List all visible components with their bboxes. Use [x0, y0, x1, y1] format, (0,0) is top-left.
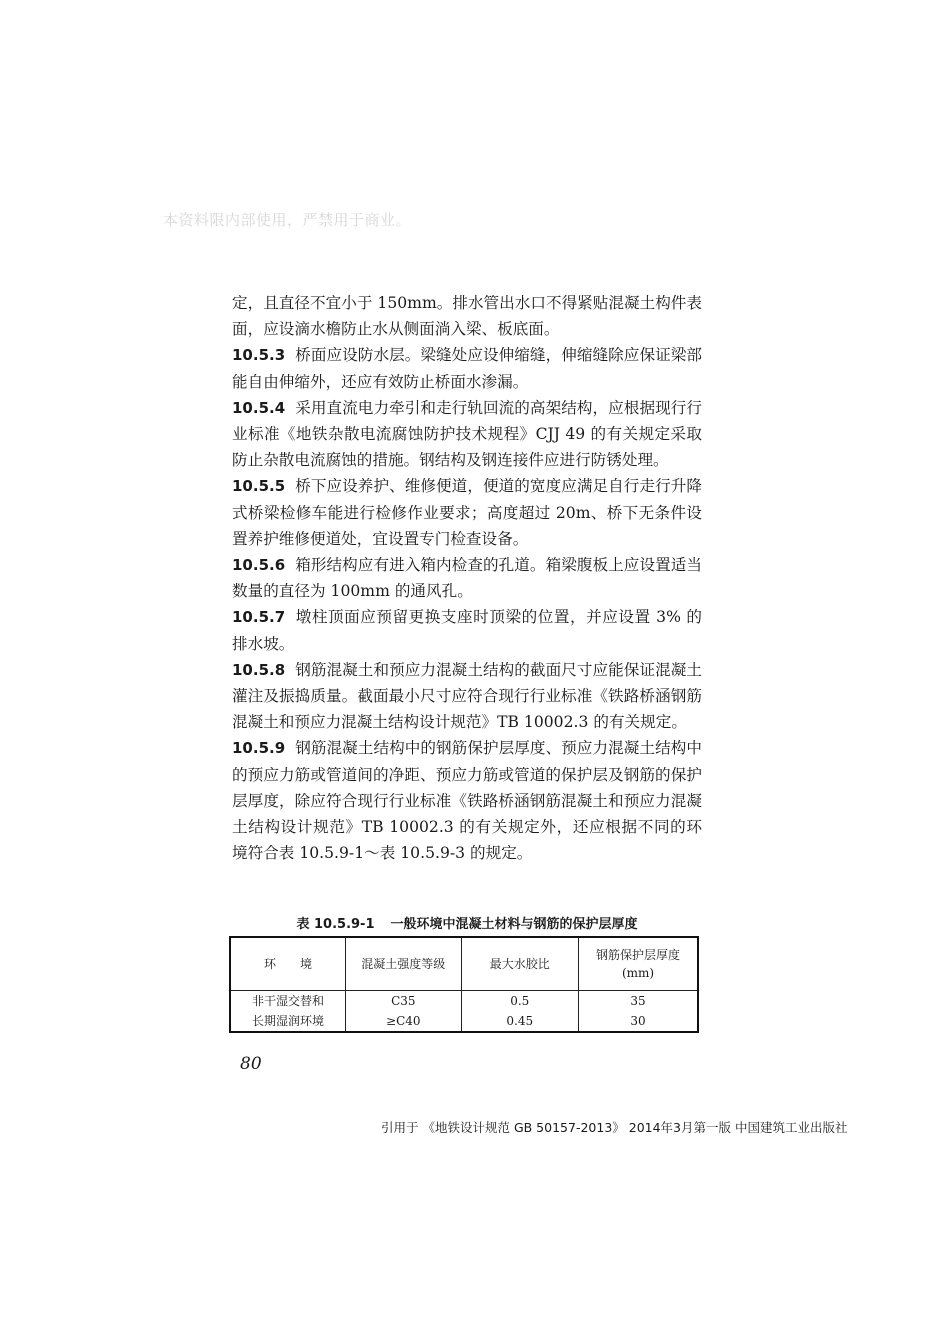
clause-number: 10.5.4	[232, 398, 286, 417]
header-environment: 环 境	[230, 937, 346, 991]
page-number: 80	[240, 1054, 262, 1074]
paragraph-text: 定，且直径不宜小于 150mm。排水管出水口不得紧贴混凝土构件表面，应设滴水檐防止水从侧面淌入梁、板底面。	[232, 294, 702, 339]
table-row	[230, 1011, 698, 1032]
table-caption	[232, 913, 702, 932]
paragraph-continued	[232, 290, 702, 342]
cell-cover: 35	[579, 991, 699, 1012]
clause-number: 10.5.6	[232, 556, 286, 575]
clause-number: 10.5.5	[232, 477, 286, 496]
watermark: 本资料限内部使用，严禁用于商业。	[163, 211, 412, 229]
clause-10-5-3	[232, 342, 702, 394]
clause-number: 10.5.3	[232, 346, 286, 365]
clause-10-5-7	[232, 604, 702, 656]
table-number: 表 10.5.9-1	[296, 917, 375, 932]
cell-environment: 长期湿润环境	[230, 1011, 346, 1032]
citation-footer: 引用于 《地铁设计规范 GB 50157-2013》 2014年3月第一版 中国建筑工业出版社	[381, 1120, 848, 1135]
paragraph-text: 采用直流电力牵引和走行轨回流的高架结构，应根据现行行业标准《地铁杂散电流腐蚀防护技术规程》CJJ 49 的有关规定采取防止杂散电流腐蚀的措施。钢结构及钢连接件应进行防锈处理。	[232, 398, 702, 470]
cell-environment: 非干湿交替和	[230, 991, 346, 1012]
clause-10-5-4	[232, 395, 702, 474]
cell-ratio: 0.5	[461, 991, 578, 1012]
clause-number: 10.5.9	[232, 739, 286, 758]
clause-10-5-5	[232, 473, 702, 552]
cover-thickness-table	[229, 936, 699, 1033]
table-title: 一般环境中混凝土材料与钢筋的保护层厚度	[390, 917, 638, 932]
paragraph-text: 桥下应设养护、维修便道，便道的宽度应满足自行走行升降式桥梁检修车能进行检修作业要求；高度超过 20m、桥下无条件设置养护维修便道处，宜设置专门检查设备。	[232, 477, 702, 548]
paragraph-text: 钢筋混凝土结构中的钢筋保护层厚度、预应力混凝土结构中的预应力筋或管道间的净距、预应力筋或管道的保护层及钢筋的保护层厚度，除应符合现行行业标准《铁路桥涵钢筋混凝土和预应力混凝土结构设计规范》TB 10002.3 的有关规定外，还应根据不同的环境符合表 10.5.9-1～表 10.5.9-3 的规定。	[232, 739, 702, 863]
clause-10-5-8	[232, 657, 702, 736]
paragraph-text: 墩柱顶面应预留更换支座时顶梁的位置，并应设置 3% 的排水坡。	[232, 608, 702, 653]
cell-grade: ≥C40	[346, 1011, 462, 1032]
header-cover-unit: (mm)	[621, 966, 655, 980]
body-text	[232, 290, 702, 866]
table-header-row	[230, 937, 698, 991]
cell-grade: C35	[346, 991, 462, 1012]
cell-cover: 30	[579, 1011, 699, 1032]
header-concrete-grade: 混凝土强度等级	[346, 937, 462, 991]
clause-number: 10.5.7	[232, 608, 286, 627]
table-row	[230, 991, 698, 1012]
paragraph-text: 钢筋混凝土和预应力混凝土结构的截面尺寸应能保证混凝土灌注及振捣质量。截面最小尺寸应符合现行行业标准《铁路桥涵钢筋混凝土和预应力混凝土结构设计规范》TB 10002.3 的有关规定。	[232, 660, 702, 732]
header-cover-line1: 钢筋保护层厚度	[595, 948, 680, 962]
clause-number: 10.5.8	[232, 660, 286, 679]
header-max-water-binder-ratio: 最大水胶比	[461, 937, 578, 991]
paragraph-text: 箱形结构应有进入箱内检查的孔道。箱梁腹板上应设置适当数量的直径为 100mm 的通风孔。	[232, 556, 702, 601]
clause-10-5-9	[232, 735, 702, 866]
clause-10-5-6	[232, 552, 702, 604]
cell-ratio: 0.45	[461, 1011, 578, 1032]
paragraph-text: 桥面应设防水层。梁缝处应设伸缩缝，伸缩缝除应保证梁部能自由伸缩外，还应有效防止桥面水渗漏。	[232, 346, 702, 391]
header-cover-thickness	[579, 937, 699, 991]
